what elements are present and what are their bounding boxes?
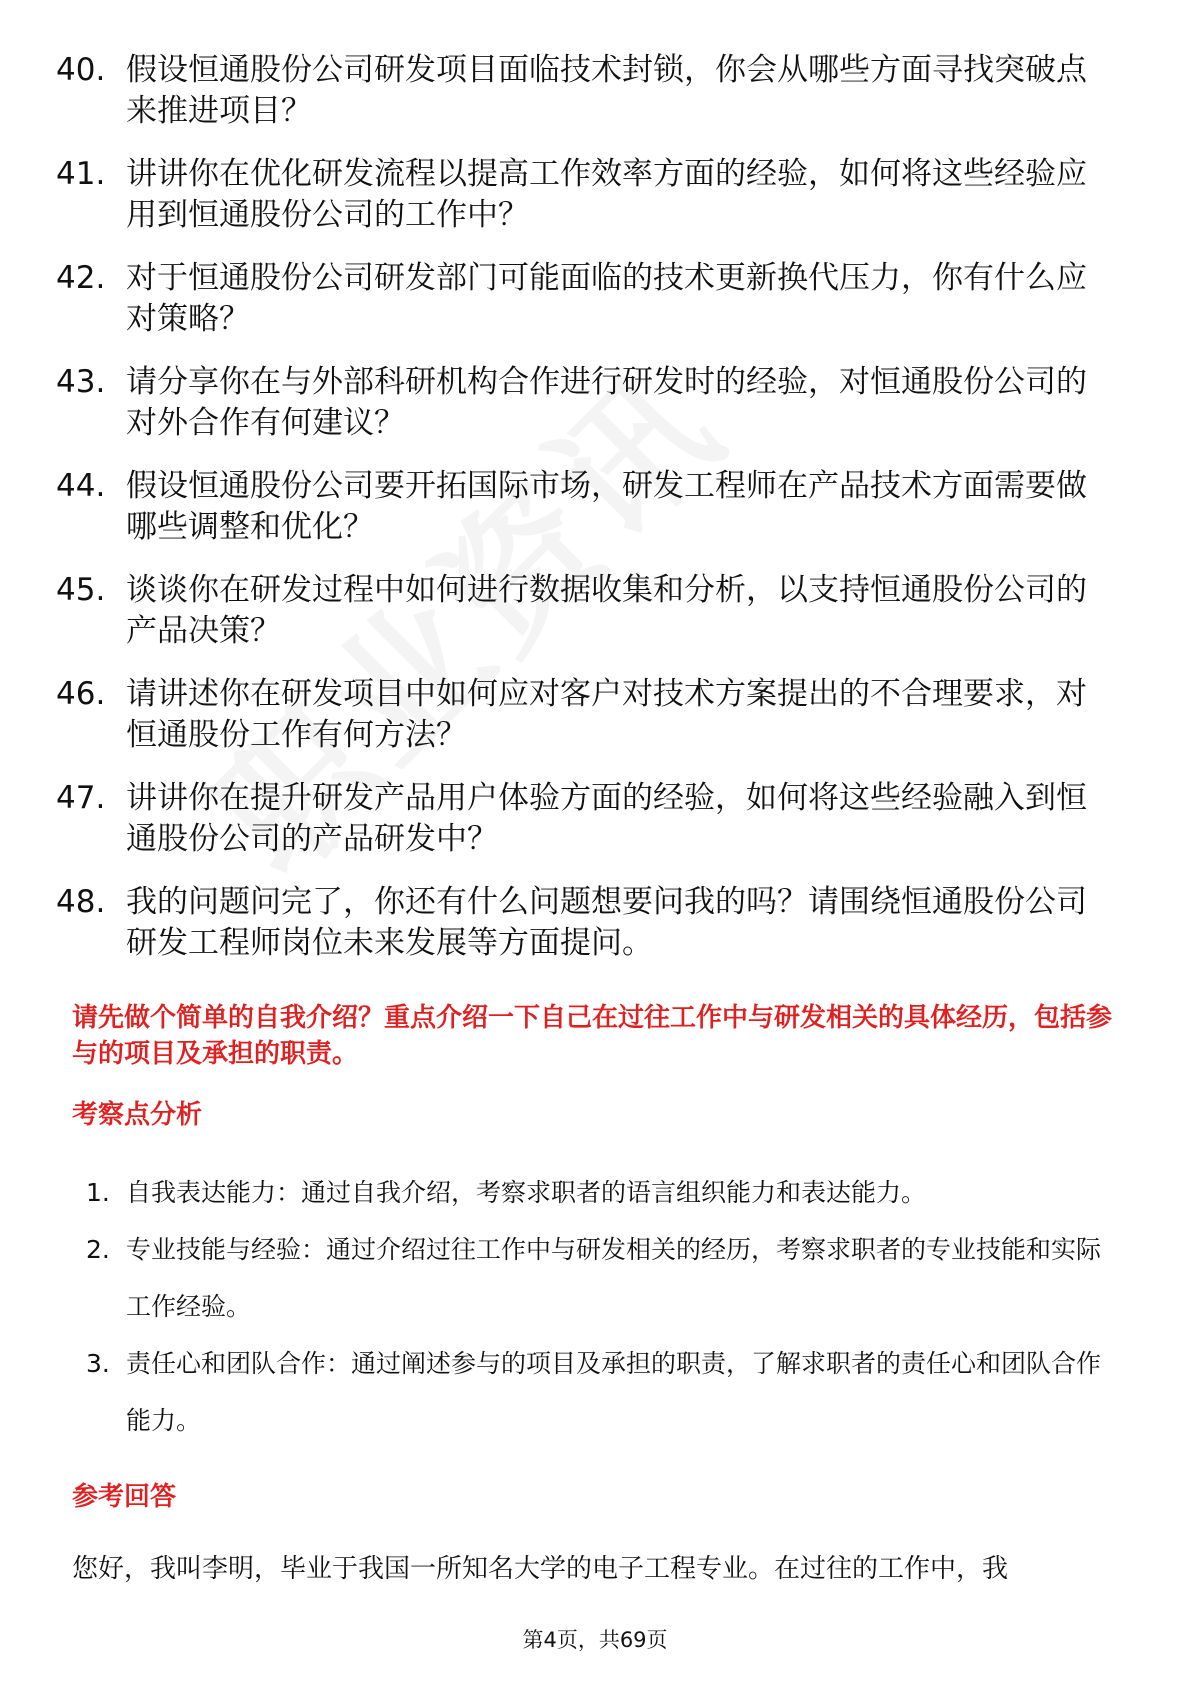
question-list: [56, 50, 1116, 986]
question-item: [56, 466, 1116, 548]
question-item: [56, 362, 1116, 444]
question-number: 41.: [56, 156, 106, 192]
analysis-heading: 考察点分析: [72, 1100, 203, 1130]
question-number: 46.: [56, 676, 106, 712]
question-item: [56, 570, 1116, 652]
question-item: [56, 154, 1116, 236]
analysis-item: [86, 1164, 1116, 1221]
analysis-number: 1.: [86, 1178, 110, 1207]
analysis-text: 自我表达能力：通过自我介绍，考察求职者的语言组织能力和表达能力。: [126, 1178, 927, 1207]
reference-answer: 您好，我叫李明，毕业于我国一所知名大学的电子工程专业。在过往的工作中，我: [72, 1554, 1009, 1584]
question-text: 请讲述你在研发项目中如何应对客户对技术方案提出的不合理要求，对恒通股份工作有何方法？: [126, 676, 1087, 753]
question-text: 讲讲你在提升研发产品用户体验方面的经验，如何将这些经验融入到恒通股份公司的产品研发中？: [126, 780, 1087, 857]
analysis-item: [86, 1335, 1116, 1449]
question-text: 谈谈你在研发过程中如何进行数据收集和分析，以支持恒通股份公司的产品决策？: [126, 572, 1087, 649]
question-text: 对于恒通股份公司研发部门可能面临的技术更新换代压力，你有什么应对策略？: [126, 260, 1087, 337]
question-number: 45.: [56, 572, 106, 608]
reference-heading: 参考回答: [72, 1482, 177, 1512]
question-text: 假设恒通股份公司研发项目面临技术封锁，你会从哪些方面寻找突破点来推进项目？: [126, 52, 1087, 129]
question-text: 请分享你在与外部科研机构合作进行研发时的经验，对恒通股份公司的对外合作有何建议？: [126, 364, 1087, 441]
analysis-list: [86, 1164, 1116, 1449]
question-number: 40.: [56, 52, 106, 88]
question-item: [56, 674, 1116, 756]
analysis-text: 责任心和团队合作：通过阐述参与的项目及承担的职责，了解求职者的责任心和团队合作能力。: [126, 1349, 1102, 1435]
question-item: [56, 882, 1116, 964]
question-number: 47.: [56, 780, 106, 816]
question-text: 讲讲你在优化研发流程以提高工作效率方面的经验，如何将这些经验应用到恒通股份公司的工作中？: [126, 156, 1087, 233]
analysis-text: 专业技能与经验：通过介绍过往工作中与研发相关的经历，考察求职者的专业技能和实际工作经验。: [126, 1235, 1102, 1321]
analysis-number: 2.: [86, 1235, 110, 1264]
question-text: 我的问题问完了，你还有什么问题想要问我的吗？请围绕恒通股份公司研发工程师岗位未来发展等方面提问。: [126, 884, 1087, 961]
question-number: 48.: [56, 884, 106, 920]
question-item: [56, 50, 1116, 132]
page-footer: 第4页，共69页: [522, 1628, 668, 1652]
question-item: [56, 778, 1116, 860]
question-number: 43.: [56, 364, 106, 400]
question-text: 假设恒通股份公司要开拓国际市场，研发工程师在产品技术方面需要做哪些调整和优化？: [126, 468, 1087, 545]
interview-prompt: 请先做个简单的自我介绍？重点介绍一下自己在过往工作中与研发相关的具体经历，包括参与的项目及承担的职责。: [72, 1003, 1113, 1069]
analysis-item: [86, 1221, 1116, 1335]
question-number: 44.: [56, 468, 106, 504]
question-item: [56, 258, 1116, 340]
question-number: 42.: [56, 260, 106, 296]
analysis-number: 3.: [86, 1349, 110, 1378]
